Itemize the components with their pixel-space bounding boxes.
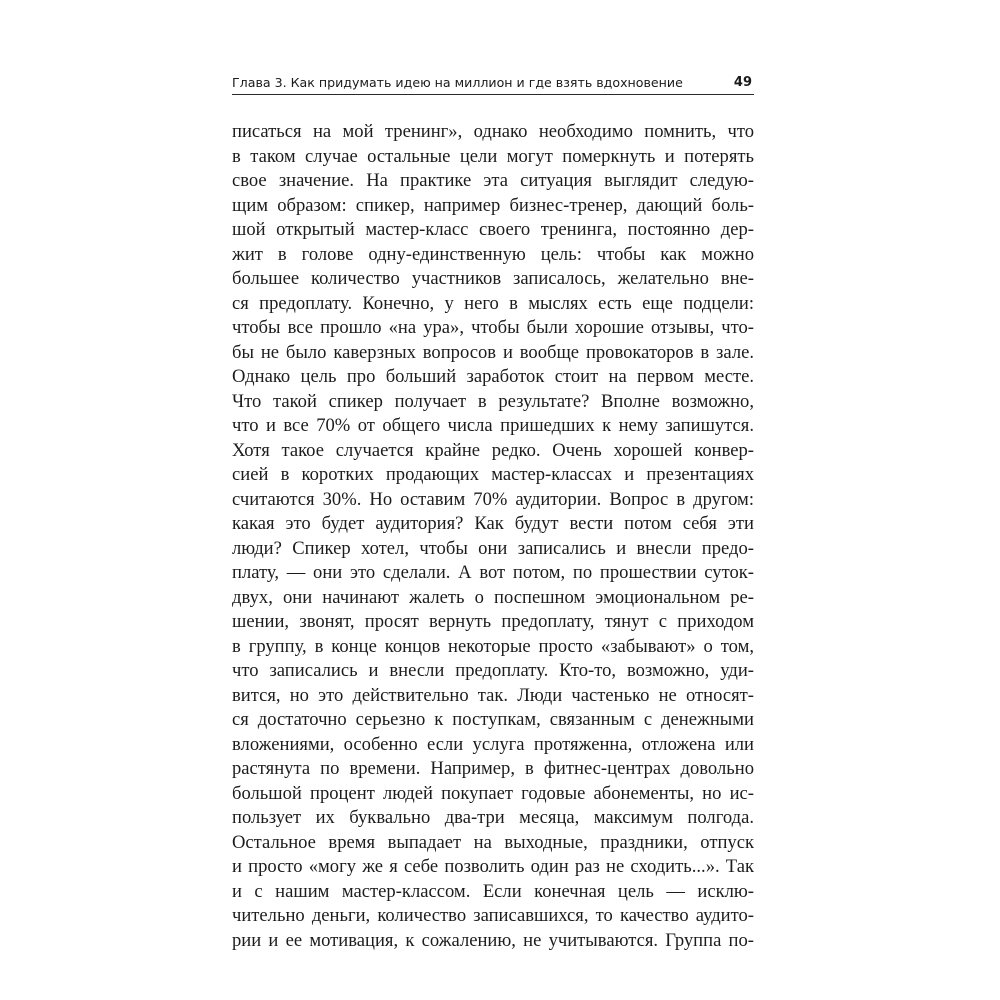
- text-line: плату, — они это сделали. А вот потом, по прошествии суток-: [232, 562, 754, 583]
- text-line: вится, но это действительно так. Люди частенько не относят-: [232, 684, 754, 706]
- text-line: щим образом: спикер, например бизнес-тренер, дающий боль-: [232, 194, 754, 216]
- text-line: жит в голове одну-единственную цель: чтобы как можно: [232, 243, 754, 265]
- text-line: считаются 30%. Но оставим 70% аудитории. Вопрос в другом:: [232, 488, 754, 510]
- text-line: Что такой спикер получает в результате? Вполне возможно,: [232, 390, 754, 412]
- text-line: большой процент людей покупает годовые абонементы, но ис-: [232, 782, 754, 804]
- text-line: Хотя такое случается крайне редко. Очень хорошей конвер-: [232, 439, 754, 461]
- text-line: Остальное время выпадает на выходные, праздники, отпуск: [232, 831, 754, 853]
- text-line: что и все 70% от общего числа пришедших к нему запишутся.: [232, 415, 754, 436]
- text-line: в группу, в конце концов некоторые просто «забывают» о том,: [232, 635, 754, 657]
- text-line: сией в коротких продающих мастер-классах и презентациях: [232, 464, 754, 485]
- text-line: большее количество участников записалось, желательно вне-: [232, 268, 754, 289]
- text-line: в таком случае остальные цели могут померкнуть и потерять: [232, 145, 754, 167]
- text-line: какая это будет аудитория? Как будут вести потом себя эти: [232, 513, 754, 534]
- running-header: [232, 72, 754, 95]
- text-line: ся достаточно серьезно к поступкам, связанным с денежными: [232, 709, 754, 730]
- text-line: ся предоплату. Конечно, у него в мыслях есть еще подцели:: [232, 292, 754, 314]
- page-number: 49: [733, 75, 752, 90]
- text-line: и просто «могу же я себе позволить один раз не сходить...». Так: [232, 856, 754, 877]
- text-line: писаться на мой тренинг», однако необходимо помнить, что: [232, 121, 754, 142]
- text-line: свое значение. На практике эта ситуация выглядит следую-: [232, 170, 754, 191]
- text-line: двух, они начинают жалеть о поспешном эмоциональном ре-: [232, 586, 754, 608]
- text-line: чительно деньги, количество записавшихся, то качество аудито-: [232, 905, 754, 926]
- body-text: [232, 120, 754, 953]
- text-line: рии и ее мотивация, к сожалению, не учитываются. Группа по-: [232, 929, 754, 951]
- chapter-title: Глава 3. Как придумать идею на миллион и где взять вдохновение: [232, 75, 683, 90]
- text-line: растянута по времени. Например, в фитнес-центрах довольно: [232, 758, 754, 779]
- text-line: шении, звонят, просят вернуть предоплату, тянут с приходом: [232, 611, 754, 632]
- text-line: и с нашим мастер-классом. Если конечная цель — исклю-: [232, 880, 754, 902]
- text-line: что записались и внесли предоплату. Кто-то, возможно, уди-: [232, 660, 754, 681]
- text-line: пользует их буквально два-три месяца, максимум полгода.: [232, 807, 754, 828]
- text-line: чтобы все прошло «на ура», чтобы были хорошие отзывы, что-: [232, 317, 754, 338]
- text-line: Однако цель про больший заработок стоит на первом месте.: [232, 366, 754, 387]
- text-line: люди? Спикер хотел, чтобы они записались и внесли предо-: [232, 537, 754, 559]
- text-line: бы не было каверзных вопросов и вообще провокаторов в зале.: [232, 341, 754, 363]
- text-line: вложениями, особенно если услуга протяженна, отложена или: [232, 733, 754, 755]
- text-line: шой открытый мастер-класс своего тренинга, постоянно дер-: [232, 219, 754, 240]
